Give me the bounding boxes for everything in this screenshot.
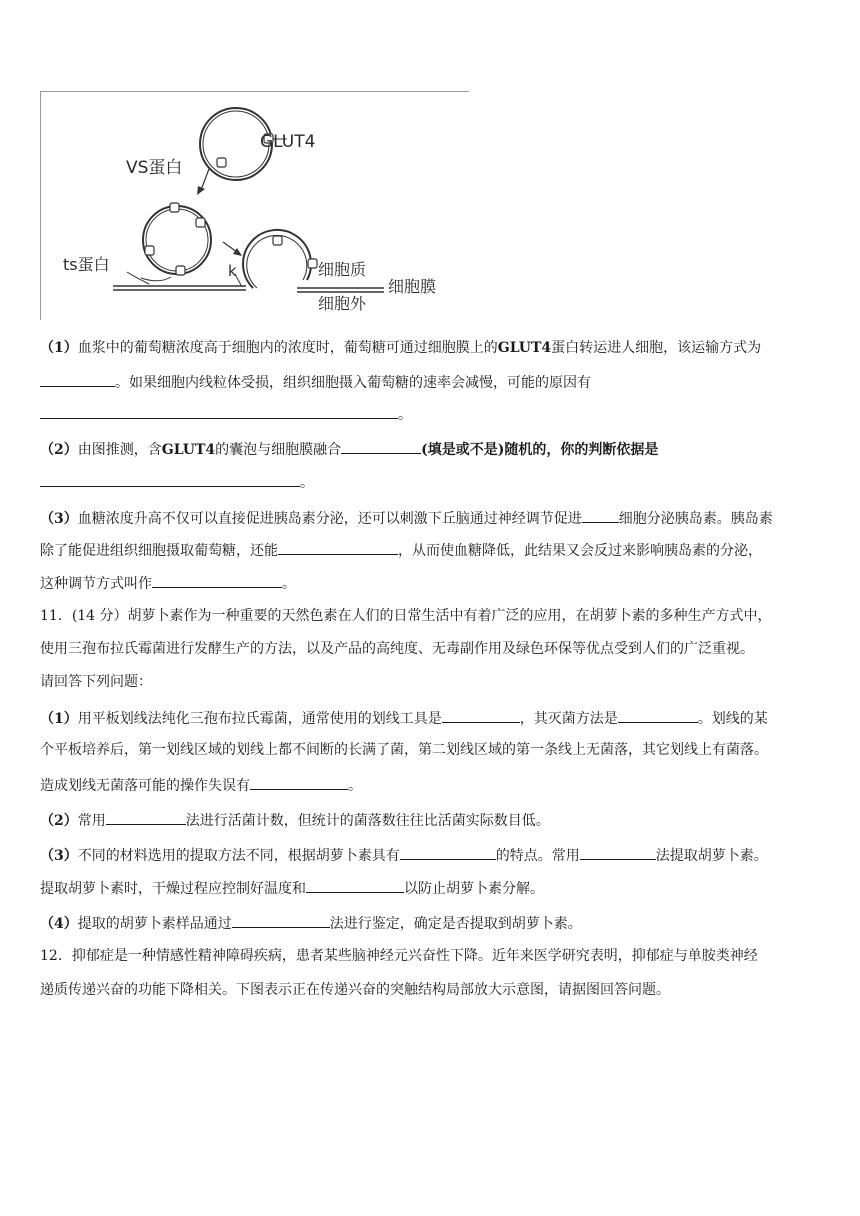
vs-protein-label: VS蛋白 — [126, 158, 183, 178]
text: 蛋白转运进人细胞，该运输方式为 — [551, 340, 762, 356]
q12-line1: 12．抑郁症是一种情感性精神障碍疾病，患者某些脑神经元兴奋性下降。近年来医学研究表明，抑郁症与单胺类神经 — [40, 948, 758, 964]
answer-blank — [580, 846, 656, 860]
k-label: k — [228, 262, 237, 280]
text: 的特点。常用 — [495, 848, 580, 864]
text-bold: GLUT4 — [161, 442, 216, 458]
text: 这种调节方式叫作 — [40, 576, 152, 592]
glut4-vesicle-figure — [40, 91, 469, 320]
text: 细胞分泌胰岛素。胰岛素 — [618, 511, 773, 527]
q11-intro-line2: 使用三孢布拉氏霉菌进行发酵生产的方法，以及产品的高纯度、无毒副作用及绿色环保等优点受到人们的广泛重视。 — [40, 641, 754, 657]
part-number: （3） — [40, 848, 78, 864]
text: 以防止胡萝卜素分解。 — [404, 881, 544, 897]
text: 。 — [398, 407, 412, 423]
outside-label: 细胞外 — [318, 294, 367, 313]
q11-intro-line3: 请回答下列问题： — [40, 674, 152, 690]
text: 法提取胡萝卜素。 — [655, 848, 768, 864]
text: 。 — [300, 475, 314, 491]
glut4-label: GLUT4 — [260, 132, 316, 152]
q10-part3-line2 — [40, 541, 762, 561]
text: 常用 — [77, 813, 106, 829]
part-number: （1） — [40, 711, 78, 727]
answer-blank — [306, 879, 404, 893]
answer-blank — [106, 811, 186, 825]
membrane-label: 细胞膜 — [388, 277, 437, 296]
q10-part2-line2 — [40, 473, 314, 493]
text: 。如果细胞内线粒体受损，组织细胞摄入葡萄糖的速率会减慢，可能的原因有 — [115, 375, 591, 391]
answer-blank — [341, 440, 421, 454]
q11-part2 — [40, 811, 550, 831]
text: 提取的胡萝卜素样品通过 — [77, 916, 232, 932]
answer-blank — [582, 509, 619, 523]
q10-part2-line1 — [40, 440, 658, 460]
text: 由图推测，含 — [77, 442, 162, 458]
q11-intro-line1: 11．(14 分）胡萝卜素作为一种重要的天然色素在人们的日常生活中有着广泛的应用，在胡萝卜素的多种生产方式中， — [40, 608, 772, 624]
answer-blank — [442, 709, 520, 723]
part-number: （3） — [40, 511, 78, 527]
text: 血糖浓度升高不仅可以直接促进胰岛素分泌，还可以刺激下丘脑通过神经调节促进 — [77, 511, 582, 527]
q11-part1-line2: 个平板培养后，第一划线区域的划线上都不间断的长满了菌，第二划线区域的第一条线上无菌落，其它划线上有菌落。 — [40, 742, 768, 758]
ts-protein-label: ts蛋白 — [63, 255, 110, 274]
q10-part1-line3 — [40, 405, 412, 425]
answer-blank — [40, 473, 300, 487]
q10-part3-line1 — [40, 509, 773, 529]
text: (填是或不是)随机的，你的判断依据是 — [421, 442, 659, 458]
part-number: （4） — [40, 916, 78, 932]
q10-part3-line3 — [40, 574, 296, 594]
answer-blank — [152, 574, 282, 588]
text: 的囊泡与细胞膜融合 — [215, 442, 342, 458]
text: 。 — [348, 778, 362, 794]
part-number: （1） — [40, 340, 78, 356]
q12-line2: 递质传递兴奋的功能下降相关。下图表示正在传递兴奋的突触结构局部放大示意图，请据图回答问题。 — [40, 982, 670, 998]
answer-blank — [278, 541, 398, 555]
answer-blank — [232, 914, 330, 928]
q11-part4 — [40, 914, 582, 934]
text: 法进行鉴定，确定是否提取到胡萝卜素。 — [329, 916, 582, 932]
part-number: （2） — [40, 813, 78, 829]
q11-part3-line2 — [40, 879, 544, 899]
text: 除了能促进组织细胞摄取葡萄糖，还能 — [40, 543, 278, 559]
text: ，其灭菌方法是 — [519, 711, 618, 727]
cytoplasm-label: 细胞质 — [318, 260, 367, 279]
text-bold: GLUT4 — [497, 340, 552, 356]
text: 提取胡萝卜素时，干燥过程应控制好温度和 — [40, 881, 306, 897]
text: 血浆中的葡萄糖浓度高于细胞内的浓度时，葡萄糖可通过细胞膜上的 — [77, 340, 498, 356]
part-number: （2） — [40, 442, 78, 458]
text: 。划线的某 — [697, 711, 768, 727]
text: ，从而使血糖降低，此结果又会反过来影响胰岛素的分泌， — [398, 543, 762, 559]
text: 不同的材料选用的提取方法不同，根据胡萝卜素具有 — [77, 848, 400, 864]
text: 造成划线无菌落可能的操作失误有 — [40, 778, 250, 794]
q10-part1-line1 — [40, 340, 761, 358]
q11-part1-line3 — [40, 776, 362, 796]
text: 法进行活菌计数，但统计的菌落数往往比活菌实际数目低。 — [185, 813, 550, 829]
answer-blank — [618, 709, 698, 723]
q11-part1-line1 — [40, 709, 768, 729]
text: 。 — [282, 576, 296, 592]
answer-blank — [400, 846, 496, 860]
answer-blank — [40, 373, 115, 387]
q10-part1-line2 — [40, 373, 591, 393]
q11-part3-line1 — [40, 846, 768, 866]
text: 用平板划线法纯化三孢布拉氏霉菌，通常使用的划线工具是 — [77, 711, 442, 727]
answer-blank — [40, 405, 398, 419]
answer-blank — [250, 776, 348, 790]
